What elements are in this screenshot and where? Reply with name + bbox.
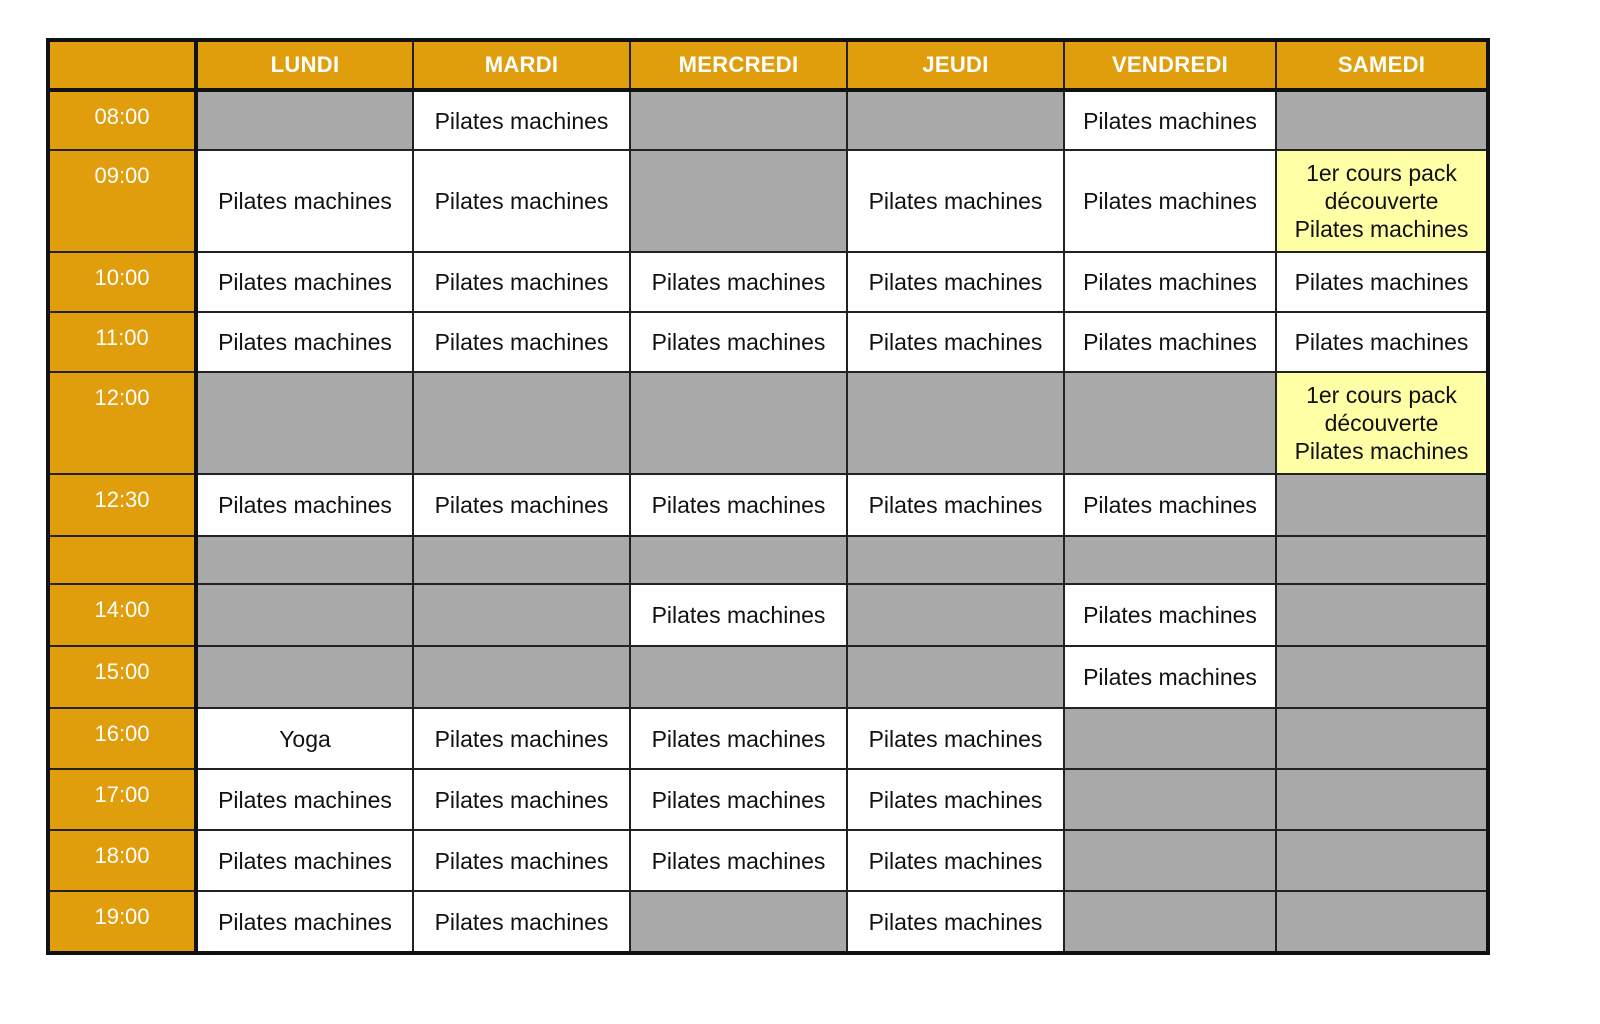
empty-slot-cell (1276, 708, 1488, 769)
empty-slot-cell (1064, 769, 1276, 830)
class-name: Pilates machines (1083, 602, 1257, 628)
class-name: Pilates machines (1083, 107, 1257, 134)
empty-slot-cell (847, 372, 1064, 474)
empty-slot-cell (1276, 646, 1488, 708)
schedule-body (48, 90, 1488, 953)
schedule-row (48, 312, 1488, 372)
empty-slot-cell (847, 646, 1064, 708)
class-name: Pilates machines (434, 847, 609, 874)
time-slot-label: 19:00 (48, 891, 196, 953)
class-name: Pilates machines (651, 847, 826, 874)
class-slot-cell (196, 891, 413, 953)
class-slot-cell (1276, 372, 1488, 474)
empty-slot-cell (413, 646, 630, 708)
empty-slot-cell (1064, 830, 1276, 891)
class-slot-cell (847, 891, 1064, 953)
day-header-mercredi: MERCREDI (630, 40, 847, 90)
class-name: Pilates machines (868, 725, 1043, 752)
schedule-row (48, 252, 1488, 312)
time-slot-label: 08:00 (48, 90, 196, 150)
day-header-jeudi: JEUDI (847, 40, 1064, 90)
schedule-row (48, 584, 1488, 646)
schedule-row (48, 891, 1488, 953)
class-name: Pilates machines (434, 269, 609, 295)
class-name: Pilates machines (218, 329, 392, 355)
schedule-row (48, 90, 1488, 150)
empty-slot-cell (196, 536, 413, 584)
class-name: Pilates machines (1083, 664, 1257, 690)
empty-slot-cell (847, 90, 1064, 150)
schedule-row (48, 646, 1488, 708)
time-slot-label: 14:00 (48, 584, 196, 646)
class-slot-cell (630, 708, 847, 769)
schedule-row (48, 830, 1488, 891)
class-name: Pilates machines (1083, 492, 1257, 518)
schedule-row (48, 474, 1488, 536)
time-slot-label: 15:00 (48, 646, 196, 708)
time-slot-label: 12:00 (48, 372, 196, 474)
class-name: Pilates machines (868, 908, 1043, 935)
class-slot-cell (1064, 312, 1276, 372)
empty-slot-cell (1276, 536, 1488, 584)
class-slot-cell (630, 584, 847, 646)
empty-slot-cell (196, 90, 413, 150)
empty-slot-cell (413, 372, 630, 474)
empty-slot-cell (630, 150, 847, 252)
class-slot-cell (413, 708, 630, 769)
class-name: Pilates machines (651, 269, 826, 295)
class-slot-cell (413, 769, 630, 830)
class-name: Pilates machines (434, 492, 609, 518)
class-slot-cell (630, 830, 847, 891)
empty-slot-cell (196, 646, 413, 708)
time-slot-label: 17:00 (48, 769, 196, 830)
schedule-row (48, 150, 1488, 252)
empty-slot-cell (847, 536, 1064, 584)
class-name: Pilates machines (1083, 188, 1257, 214)
class-name: Pilates machines (1083, 329, 1257, 355)
time-slot-label (48, 536, 196, 584)
empty-slot-cell (1064, 708, 1276, 769)
schedule-row (48, 708, 1488, 769)
class-name: Pilates machines (868, 329, 1043, 355)
class-name: Pilates machines (651, 786, 826, 813)
class-slot-cell (196, 769, 413, 830)
empty-slot-cell (847, 584, 1064, 646)
day-header-vendredi: VENDREDI (1064, 40, 1276, 90)
class-name: Pilates machines (434, 725, 609, 752)
class-slot-cell (847, 708, 1064, 769)
class-name: Pilates machines (1083, 269, 1257, 295)
class-slot-cell (413, 312, 630, 372)
time-slot-label: 10:00 (48, 252, 196, 312)
class-slot-cell (413, 474, 630, 536)
empty-slot-cell (1064, 372, 1276, 474)
empty-slot-cell (1276, 769, 1488, 830)
class-slot-cell (413, 891, 630, 953)
empty-slot-cell (1064, 891, 1276, 953)
empty-slot-cell (630, 536, 847, 584)
class-name: Pilates machines (434, 786, 609, 813)
class-name: Pilates machines (434, 329, 609, 355)
empty-slot-cell (1064, 536, 1276, 584)
class-slot-cell (1276, 312, 1488, 372)
time-slot-label: 12:30 (48, 474, 196, 536)
class-slot-cell (196, 708, 413, 769)
weekly-schedule-table (46, 38, 1490, 955)
empty-slot-cell (196, 584, 413, 646)
class-slot-cell (1276, 252, 1488, 312)
class-name: 1er cours pack découverte Pilates machines (1294, 382, 1469, 464)
class-slot-cell (1064, 584, 1276, 646)
class-name: Pilates machines (434, 107, 609, 134)
class-name: Pilates machines (434, 908, 609, 935)
class-slot-cell (196, 312, 413, 372)
class-name: Pilates machines (218, 269, 392, 295)
class-slot-cell (847, 150, 1064, 252)
class-slot-cell (413, 830, 630, 891)
class-name: Pilates machines (218, 786, 392, 813)
time-slot-label: 18:00 (48, 830, 196, 891)
header-corner-cell (48, 40, 196, 90)
day-header-mardi: MARDI (413, 40, 630, 90)
class-slot-cell (413, 90, 630, 150)
class-slot-cell (196, 474, 413, 536)
class-name: Pilates machines (218, 847, 392, 874)
class-name: Pilates machines (1294, 329, 1469, 355)
class-slot-cell (847, 830, 1064, 891)
empty-slot-cell (1276, 830, 1488, 891)
class-name: Pilates machines (868, 188, 1043, 214)
time-slot-label: 09:00 (48, 150, 196, 252)
class-name: Pilates machines (651, 492, 826, 518)
class-slot-cell (1064, 90, 1276, 150)
class-name: Pilates machines (868, 269, 1043, 295)
class-name: Pilates machines (218, 908, 392, 935)
class-slot-cell (1064, 150, 1276, 252)
class-slot-cell (630, 769, 847, 830)
class-name: Pilates machines (868, 492, 1043, 518)
class-slot-cell (196, 830, 413, 891)
schedule-row (48, 372, 1488, 474)
empty-slot-cell (1276, 90, 1488, 150)
day-header-samedi: SAMEDI (1276, 40, 1488, 90)
empty-slot-cell (413, 584, 630, 646)
class-slot-cell (630, 252, 847, 312)
class-slot-cell (196, 150, 413, 252)
class-slot-cell (413, 252, 630, 312)
class-name: Pilates machines (1294, 269, 1469, 295)
class-slot-cell (630, 474, 847, 536)
class-slot-cell (847, 474, 1064, 536)
class-name: Pilates machines (434, 188, 609, 214)
class-name: Pilates machines (868, 847, 1043, 874)
class-slot-cell (847, 312, 1064, 372)
class-slot-cell (1276, 150, 1488, 252)
class-name: Pilates machines (651, 725, 826, 752)
class-name: Pilates machines (651, 602, 826, 628)
empty-slot-cell (630, 372, 847, 474)
class-name: Yoga (279, 725, 331, 752)
class-slot-cell (847, 252, 1064, 312)
schedule-row (48, 769, 1488, 830)
empty-slot-cell (630, 646, 847, 708)
empty-slot-cell (1276, 891, 1488, 953)
class-slot-cell (630, 312, 847, 372)
class-slot-cell (196, 252, 413, 312)
schedule-row (48, 536, 1488, 584)
class-slot-cell (847, 769, 1064, 830)
empty-slot-cell (1276, 474, 1488, 536)
class-name: Pilates machines (218, 188, 392, 214)
empty-slot-cell (630, 90, 847, 150)
class-slot-cell (1064, 474, 1276, 536)
class-name: Pilates machines (868, 786, 1043, 813)
class-slot-cell (1064, 252, 1276, 312)
empty-slot-cell (630, 891, 847, 953)
class-name: Pilates machines (651, 329, 826, 355)
empty-slot-cell (196, 372, 413, 474)
class-slot-cell (1064, 646, 1276, 708)
class-name: 1er cours pack découverte Pilates machines (1294, 160, 1469, 242)
day-header-lundi: LUNDI (196, 40, 413, 90)
class-name: Pilates machines (218, 492, 392, 518)
empty-slot-cell (1276, 584, 1488, 646)
header-row (48, 40, 1488, 90)
time-slot-label: 11:00 (48, 312, 196, 372)
class-slot-cell (413, 150, 630, 252)
empty-slot-cell (413, 536, 630, 584)
time-slot-label: 16:00 (48, 708, 196, 769)
